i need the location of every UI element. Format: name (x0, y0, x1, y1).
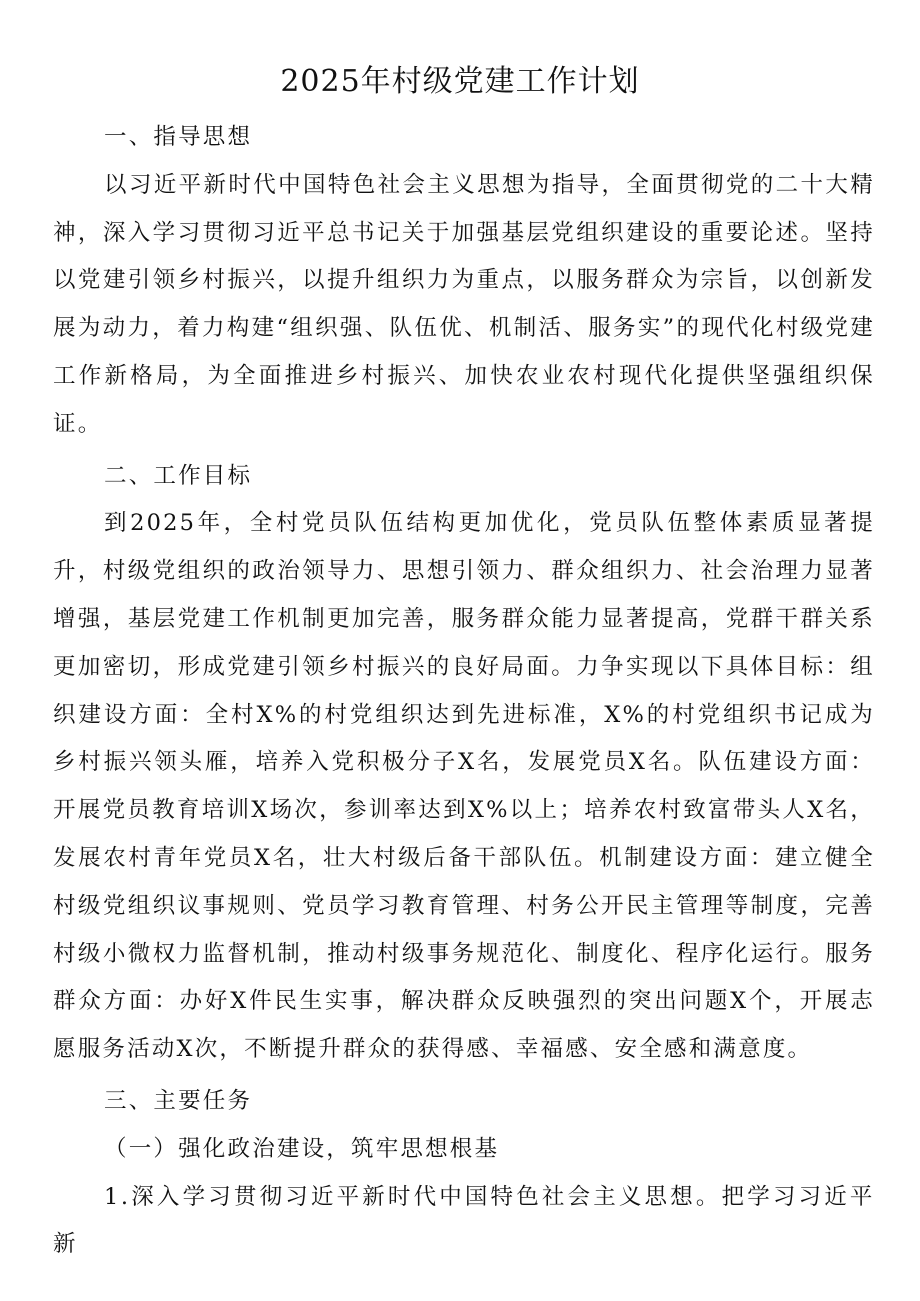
section-heading-work-goals: 二、工作目标 (104, 462, 253, 489)
paragraph-guiding-ideology: 以习近平新时代中国特色社会主义思想为指导，全面贯彻党的二十大精神，深入学习贯彻习近平总书记关于加强基层党组织建设的重要论述。坚持以党建引领乡村振兴，以提升组织力为重点，以服务群众为宗旨，以创新发展为动力，着力构建“组织强、队伍优、机制活、服务实”的现代化村级党建工作新格局，为全面推进乡村振兴、加快农业农村现代化提供坚强组织保证。 (53, 171, 875, 437)
subsection-heading-political-building: （一）强化政治建设，筑牢思想根基 (104, 1135, 500, 1162)
document-body (53, 114, 875, 1269)
paragraph-main-tasks-item-1: 1.深入学习贯彻习近平新时代中国特色社会主义思想。把学习习近平新 (53, 1183, 875, 1258)
paragraph-work-goals: 到2025年，全村党员队伍结构更加优化，党员队伍整体素质显著提升，村级党组织的政治领导力、思想引领力、群众组织力、社会治理力显著增强，基层党建工作机制更加完善，服务群众能力显著提高，党群干群关系更加密切，形成党建引领乡村振兴的良好局面。力争实现以下具体目标：组织建设方面：全村X%的村党组织达到先进标准，X%的村党组织书记成为乡村振兴领头雁，培养入党积极分子X名，发展党员X名。队伍建设方面：开展党员教育培训X场次，参训率达到X%以上；培养农村致富带头人X名，发展农村青年党员X名，壮大村级后备干部队伍。机制建设方面：建立健全村级党组织议事规则、党员学习教育管理、村务公开民主管理等制度，完善村级小微权力监督机制，推动村级事务规范化、制度化、程序化运行。服务群众方面：办好X件民生实事，解决群众反映强烈的突出问题X个，开展志愿服务活动X次，不断提升群众的获得感、幸福感、安全感和满意度。 (53, 510, 875, 1063)
document-title: 2025年村级党建工作计划 (280, 64, 640, 99)
section-heading-guiding-ideology: 一、指导思想 (104, 124, 253, 150)
section-heading-main-tasks: 三、主要任务 (104, 1087, 253, 1114)
